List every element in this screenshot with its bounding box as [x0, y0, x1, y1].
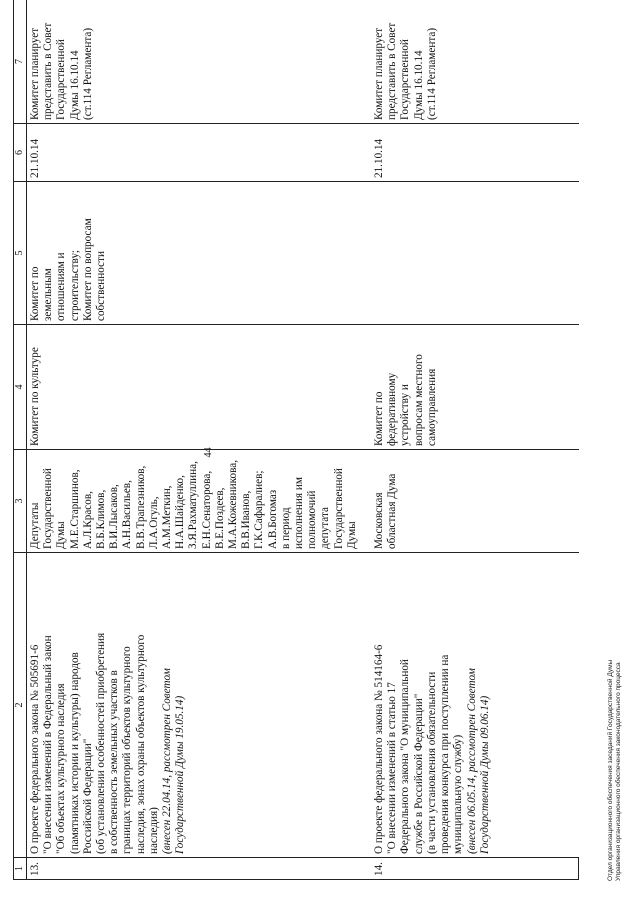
author-line: Е.Н.Сенаторова,: [200, 470, 213, 549]
author-line: В.Б.Климов,: [95, 489, 108, 549]
bill-title-line: проведения конкурса при поступлении на: [439, 654, 452, 854]
bill-note-line: (внесен 06.05.14, рассмотрен Советом: [465, 668, 478, 854]
authors-cell: [27, 450, 360, 553]
date-cell: [27, 124, 360, 182]
responsible-committee-cell: [359, 325, 579, 450]
bill-note-line: Государственной Думы 09.06.14): [478, 695, 491, 854]
bill-title-line: "О внесении изменений в Федеральный закон: [42, 635, 55, 854]
author-line: Г.К.Сафаралиев;: [253, 470, 266, 549]
bill-title-line: границах территорий объектов культурного: [121, 646, 134, 854]
authors-cell: [359, 450, 579, 553]
bill-title-line: (памятниках истории и культуры) народов: [68, 652, 81, 854]
plan-cell: [27, 0, 360, 124]
bill-title-line: наследия, зонах охраны объектов культурного: [134, 634, 147, 854]
co-executor-line: Комитет по: [29, 266, 41, 321]
plan-line: Думы 16.10.14: [412, 50, 425, 120]
author-line: в период: [279, 507, 292, 549]
co-executors-cell: [359, 182, 579, 325]
bill-title-line: "О внесении изменений в статью 17: [386, 682, 399, 854]
author-line: В.И.Лысаков,: [108, 484, 121, 549]
author-line: исполнения им: [293, 477, 306, 549]
bill-title-cell: [359, 553, 579, 858]
plan-line: Государственной: [399, 39, 412, 120]
bill-title-line: О проекте федерального закона № 505691-6: [29, 644, 41, 854]
plan-line: (ст.114 Регламента): [81, 27, 94, 120]
column-header-5: 5: [14, 182, 27, 325]
bill-title-line: О проекте федерального закона № 514164-6: [373, 644, 386, 854]
author-line: М.А.Кожевникова,: [227, 459, 240, 549]
co-executor-line: Комитет по вопросам: [81, 218, 94, 321]
bill-title-line: (об установлении особенностей приобретения: [95, 632, 108, 854]
bill-title-line: "Об объектах культурного наследия: [55, 683, 68, 854]
author-line: Н.А.Шайденко,: [174, 475, 187, 549]
author-line: В.В.Иванов,: [240, 490, 253, 549]
bill-title-line: Российской Федерации": [81, 738, 94, 854]
plan-line: представить в Совет: [42, 22, 55, 120]
author-line: Л.А.Огуль,: [147, 496, 160, 549]
author-line: З.Я.Рахматуллина,: [187, 461, 200, 549]
row-number: 13.: [29, 862, 41, 876]
responsible-line: федеративному: [386, 372, 399, 446]
responsible-line: Комитет по: [373, 391, 386, 446]
co-executors-cell: [27, 182, 360, 325]
bill-title-line: (в части установления обязательности: [425, 671, 438, 854]
author-line: В.В.Трапезников,: [134, 465, 147, 549]
bill-note-line: Государственной Думы 19.05.14): [174, 695, 187, 854]
plan-line: Думы 16.10.14: [68, 50, 81, 120]
responsible-committee-cell: [27, 325, 360, 450]
footer-line-2: Управления организационного обеспечения законодательного процесса: [615, 662, 622, 881]
bill-title-cell: [27, 553, 360, 858]
co-executor-line: земельным: [42, 268, 55, 321]
author-line: Думы: [55, 521, 68, 549]
date-value: 21.10.14: [373, 138, 386, 178]
bills-table: [13, 0, 579, 880]
author-line: Депутаты: [29, 502, 41, 549]
author-line: А.М.Меткин,: [161, 485, 174, 549]
footer-line-1: Отдел организационного обеспечения заседаний Государственной Думы: [607, 659, 614, 881]
responsible-line: вопросам местного: [412, 354, 425, 446]
co-executor-line: отношениям и: [55, 252, 68, 321]
author-line: Государственной: [332, 468, 345, 549]
author-line: А.В.Богомаз: [266, 489, 279, 549]
page-number: 44: [203, 447, 214, 458]
bill-title-line: муниципальную службу): [452, 734, 465, 854]
bill-title-line: Федерального закона "О муниципальной: [399, 659, 412, 854]
author-line: В.Е.Поздеев,: [213, 487, 226, 549]
row-number-cell: [359, 858, 579, 880]
row-number: 14.: [373, 862, 386, 876]
plan-line: Комитет планирует: [29, 27, 41, 120]
row-number-cell: [27, 858, 360, 880]
author-line: А.Л.Красов,: [81, 491, 94, 549]
document-footer: [607, 660, 623, 881]
author-line: А.Н.Васильев,: [121, 480, 134, 549]
plan-line: Государственной: [55, 39, 68, 120]
column-header-1: 1: [14, 858, 27, 880]
responsible-line: самоуправления: [425, 368, 438, 446]
column-header-6: 6: [14, 124, 27, 182]
responsible-line: Комитет по культуре: [29, 347, 41, 446]
date-cell: [359, 124, 579, 182]
bill-title-line: службе в Российской Федерации": [412, 693, 425, 854]
author-line: полномочий: [306, 490, 319, 549]
responsible-line: устройству и: [399, 384, 412, 446]
co-executor-line: собственности: [95, 251, 108, 321]
header-row: [14, 0, 27, 880]
author-line: депутата: [319, 507, 332, 549]
plan-line: представить в Совет: [386, 22, 399, 120]
bill-note-line: (внесен 22.04.14, рассмотрен Советом: [161, 668, 174, 854]
date-value: 21.10.14: [29, 138, 41, 178]
bill-title-line: в собственность земельных участков в: [108, 670, 121, 854]
column-header-7: 7: [14, 0, 27, 124]
table-row: [359, 0, 579, 880]
bill-title-line: наследия): [147, 807, 160, 854]
column-header-4: 4: [14, 325, 27, 450]
plan-line: (ст.114 Регламента): [425, 27, 438, 120]
table-row: [27, 0, 360, 880]
author-line: М.Е.Старшинов,: [68, 469, 81, 549]
author-line: Думы: [345, 521, 358, 549]
plan-line: Комитет планирует: [373, 27, 386, 120]
author-line: областная Дума: [386, 473, 399, 549]
column-header-2: 2: [14, 553, 27, 858]
plan-cell: [359, 0, 579, 124]
co-executor-line: строительству;: [68, 249, 81, 321]
column-header-3: 3: [14, 450, 27, 553]
author-line: Московская: [373, 492, 386, 549]
author-line: Государственной: [42, 468, 55, 549]
